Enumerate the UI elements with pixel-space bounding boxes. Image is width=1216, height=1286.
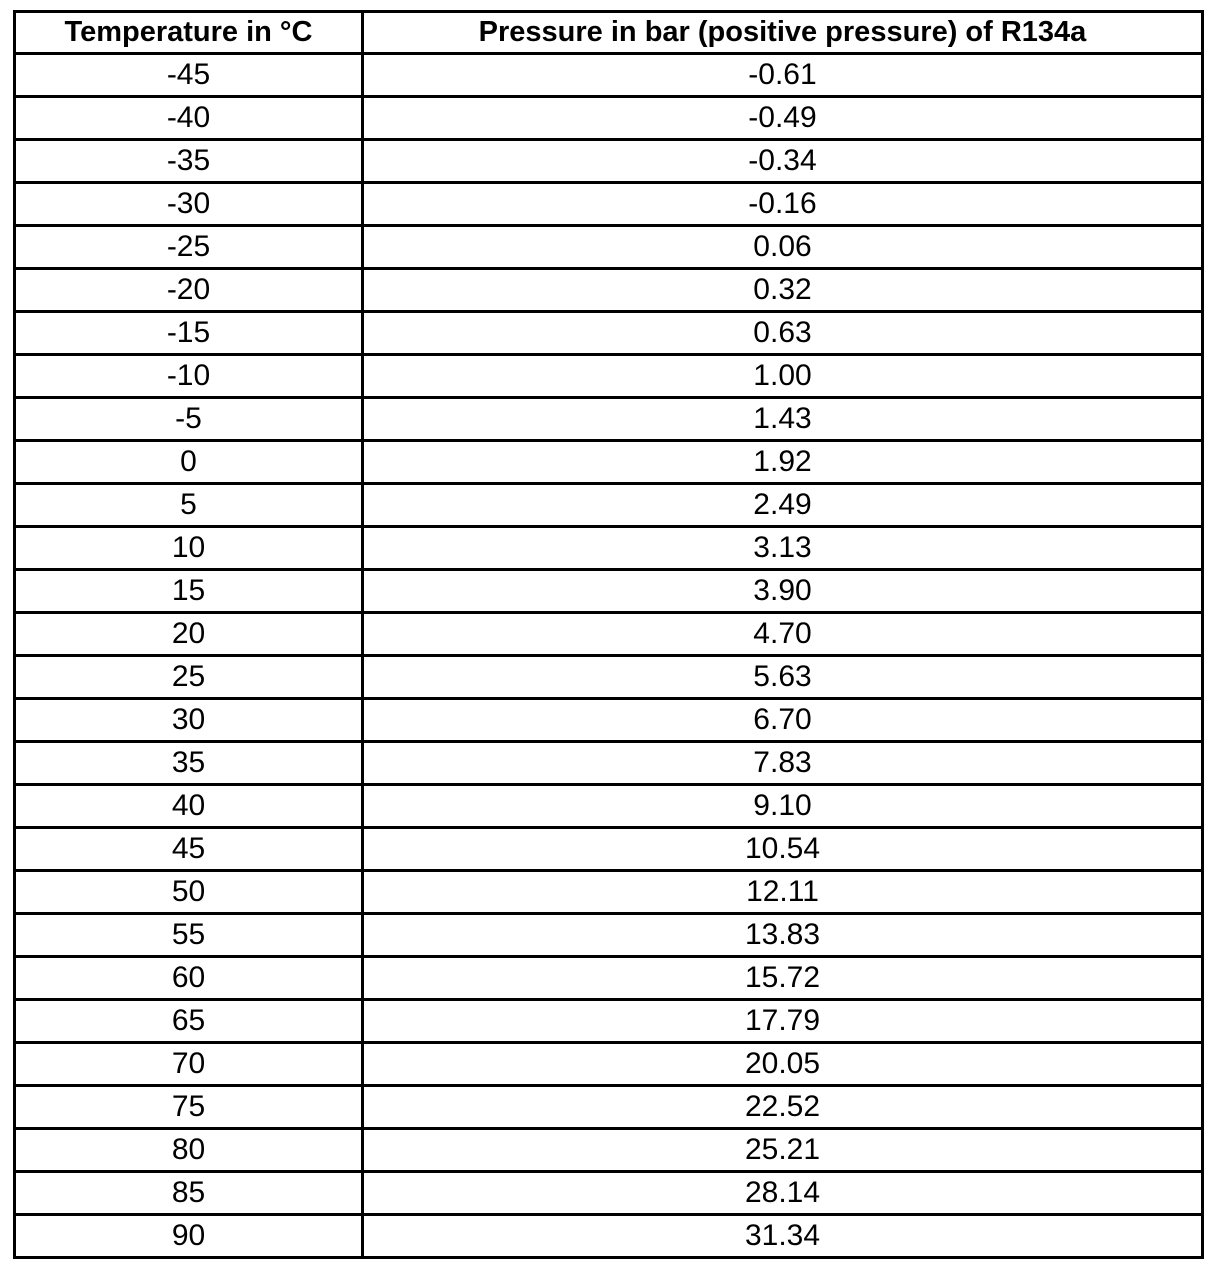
temperature-cell: -30 xyxy=(15,183,363,226)
pressure-cell: 31.34 xyxy=(363,1215,1203,1258)
table-row xyxy=(15,1215,1203,1258)
pressure-cell: 25.21 xyxy=(363,1129,1203,1172)
temperature-cell: 30 xyxy=(15,699,363,742)
table-row xyxy=(15,613,1203,656)
pressure-cell: 1.00 xyxy=(363,355,1203,398)
pressure-cell: -0.61 xyxy=(363,54,1203,97)
pressure-cell: 4.70 xyxy=(363,613,1203,656)
table-row xyxy=(15,785,1203,828)
header-row xyxy=(15,12,1203,54)
table-row xyxy=(15,484,1203,527)
temperature-column-header: Temperature in °C xyxy=(15,12,363,54)
table-row xyxy=(15,441,1203,484)
table-row xyxy=(15,1043,1203,1086)
table-row xyxy=(15,527,1203,570)
pressure-cell: 0.06 xyxy=(363,226,1203,269)
table-row xyxy=(15,570,1203,613)
table-row xyxy=(15,957,1203,1000)
pressure-cell: 0.32 xyxy=(363,269,1203,312)
temperature-cell: 35 xyxy=(15,742,363,785)
temperature-cell: -10 xyxy=(15,355,363,398)
temperature-cell: 75 xyxy=(15,1086,363,1129)
pressure-cell: 28.14 xyxy=(363,1172,1203,1215)
table-row xyxy=(15,183,1203,226)
pressure-cell: 3.90 xyxy=(363,570,1203,613)
temperature-cell: 0 xyxy=(15,441,363,484)
temperature-cell: 65 xyxy=(15,1000,363,1043)
temperature-cell: 50 xyxy=(15,871,363,914)
pressure-cell: 15.72 xyxy=(363,957,1203,1000)
pressure-cell: -0.34 xyxy=(363,140,1203,183)
temperature-cell: 15 xyxy=(15,570,363,613)
pressure-cell: 12.11 xyxy=(363,871,1203,914)
temperature-cell: 10 xyxy=(15,527,363,570)
temperature-cell: 45 xyxy=(15,828,363,871)
temperature-cell: -45 xyxy=(15,54,363,97)
table-row xyxy=(15,312,1203,355)
table-row xyxy=(15,871,1203,914)
table-row xyxy=(15,699,1203,742)
temperature-cell: 60 xyxy=(15,957,363,1000)
pressure-cell: -0.49 xyxy=(363,97,1203,140)
pressure-cell: 0.63 xyxy=(363,312,1203,355)
temperature-cell: -15 xyxy=(15,312,363,355)
temperature-cell: -35 xyxy=(15,140,363,183)
pressure-cell: 7.83 xyxy=(363,742,1203,785)
temperature-cell: 40 xyxy=(15,785,363,828)
pressure-cell: 1.92 xyxy=(363,441,1203,484)
table-row xyxy=(15,656,1203,699)
pressure-cell: 6.70 xyxy=(363,699,1203,742)
temperature-cell: 90 xyxy=(15,1215,363,1258)
table-row xyxy=(15,54,1203,97)
table-row xyxy=(15,97,1203,140)
pressure-cell: 20.05 xyxy=(363,1043,1203,1086)
temperature-cell: -20 xyxy=(15,269,363,312)
table-row xyxy=(15,914,1203,957)
temperature-cell: 5 xyxy=(15,484,363,527)
table-row xyxy=(15,398,1203,441)
table-row xyxy=(15,1172,1203,1215)
table-row xyxy=(15,269,1203,312)
pressure-cell: 5.63 xyxy=(363,656,1203,699)
table-row xyxy=(15,1086,1203,1129)
temperature-cell: 85 xyxy=(15,1172,363,1215)
table-row xyxy=(15,1129,1203,1172)
table-row xyxy=(15,226,1203,269)
temperature-cell: -40 xyxy=(15,97,363,140)
table-row xyxy=(15,742,1203,785)
table-header xyxy=(15,12,1203,54)
pressure-cell: -0.16 xyxy=(363,183,1203,226)
pressure-cell: 10.54 xyxy=(363,828,1203,871)
pressure-temperature-table xyxy=(13,10,1204,1259)
pressure-cell: 2.49 xyxy=(363,484,1203,527)
pressure-column-header: Pressure in bar (positive pressure) of R134a xyxy=(363,12,1203,54)
table-row xyxy=(15,1000,1203,1043)
temperature-cell: 55 xyxy=(15,914,363,957)
temperature-cell: -25 xyxy=(15,226,363,269)
table-body xyxy=(15,54,1203,1258)
pressure-cell: 3.13 xyxy=(363,527,1203,570)
table-row xyxy=(15,828,1203,871)
temperature-cell: -5 xyxy=(15,398,363,441)
table-row xyxy=(15,355,1203,398)
pressure-cell: 1.43 xyxy=(363,398,1203,441)
pressure-cell: 22.52 xyxy=(363,1086,1203,1129)
table-row xyxy=(15,140,1203,183)
temperature-cell: 20 xyxy=(15,613,363,656)
pressure-cell: 9.10 xyxy=(363,785,1203,828)
pressure-cell: 13.83 xyxy=(363,914,1203,957)
temperature-cell: 70 xyxy=(15,1043,363,1086)
temperature-cell: 80 xyxy=(15,1129,363,1172)
temperature-cell: 25 xyxy=(15,656,363,699)
pressure-cell: 17.79 xyxy=(363,1000,1203,1043)
